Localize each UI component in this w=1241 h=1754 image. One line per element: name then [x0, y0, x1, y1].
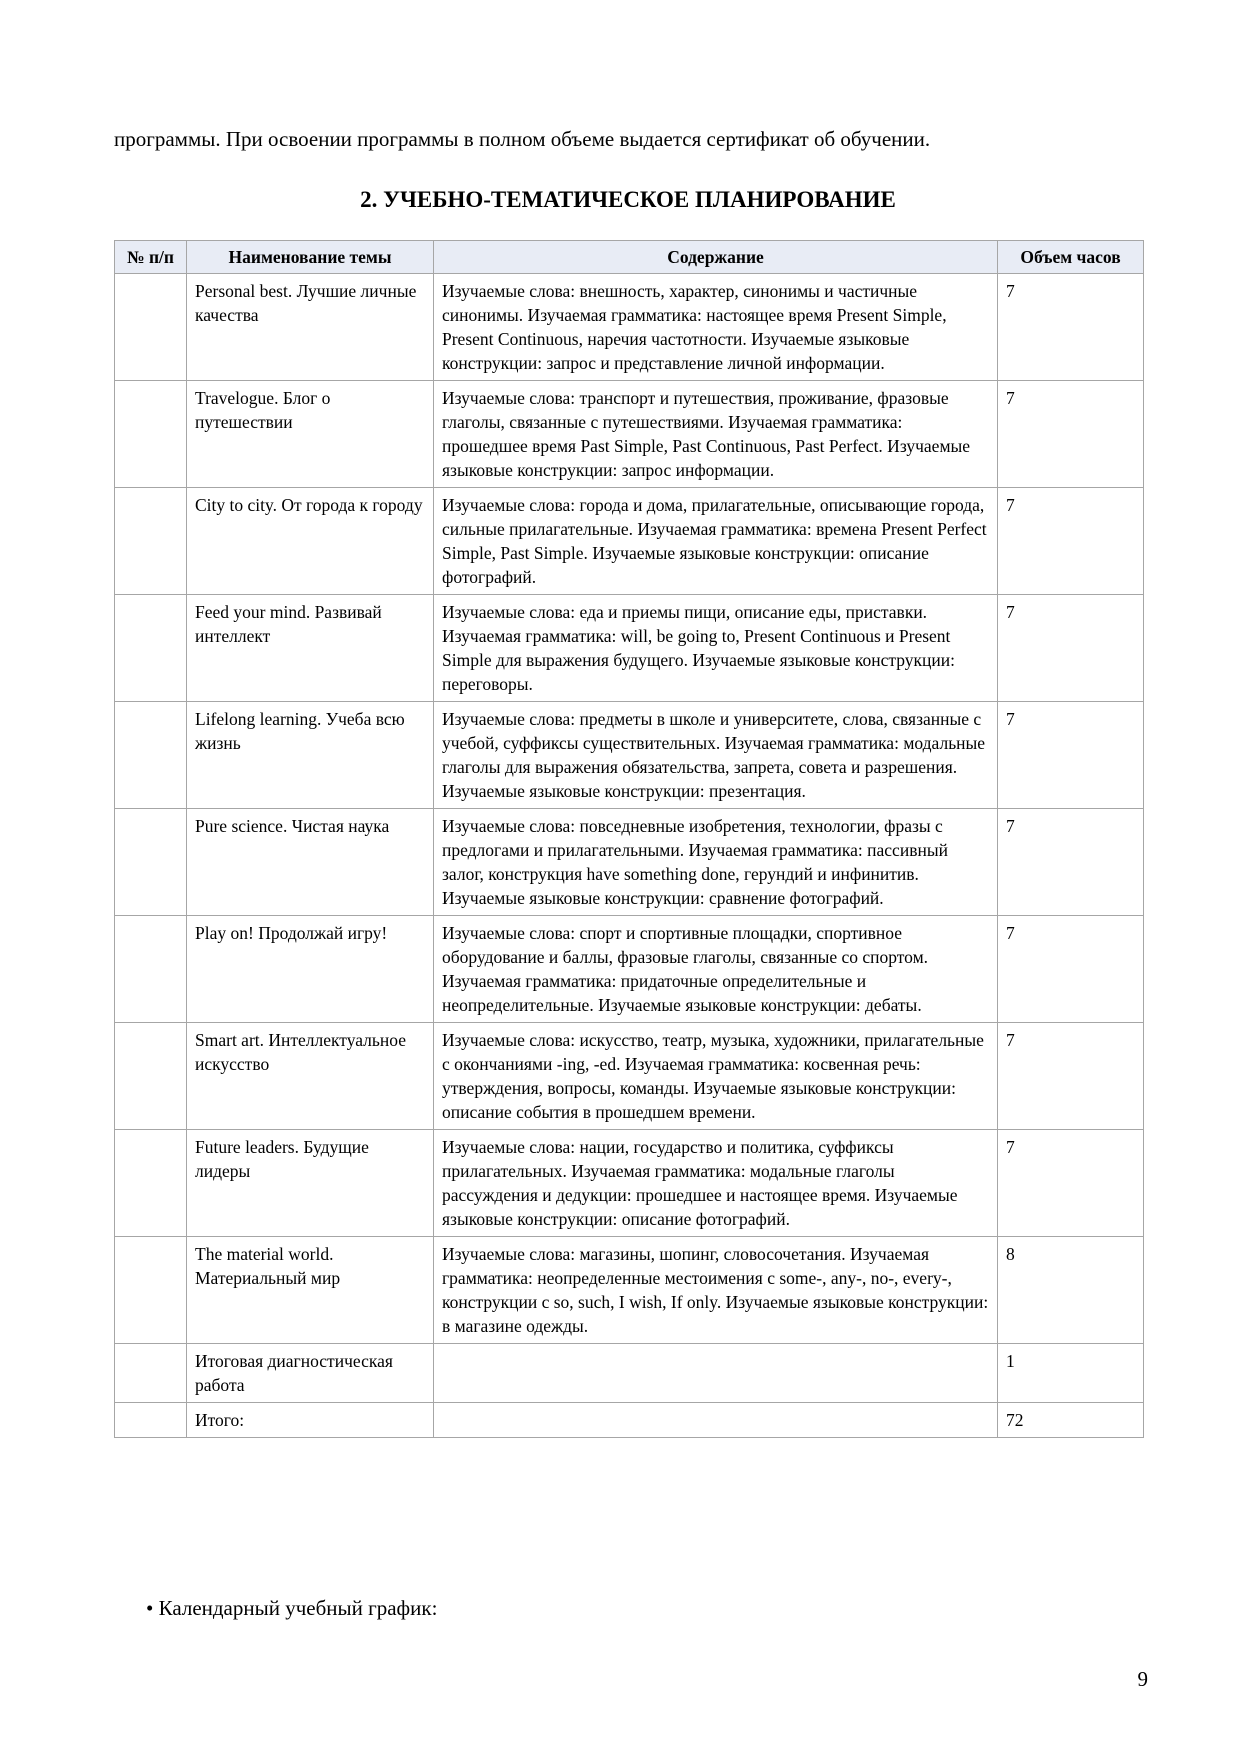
table-row: [115, 809, 1144, 916]
table-row: [115, 1344, 1144, 1403]
cell-hours: 7: [998, 488, 1144, 595]
cell-hours: 1: [998, 1344, 1144, 1403]
thematic-plan-table: [114, 240, 1144, 1438]
cell-topic: Smart art. Интеллектуальное искусство: [187, 1023, 434, 1130]
calendar-schedule-bullet: • Календарный учебный график:: [146, 1596, 438, 1620]
cell-hours: 7: [998, 1023, 1144, 1130]
cell-content: Изучаемые слова: города и дома, прилагательные, описывающие города, сильные прилагательные. Изучаемая грамматика: времена Present Perfect Simple, Past Simple. Изучаемые языковые конструкции: описание фотографий.: [434, 488, 998, 595]
cell-num: [115, 381, 187, 488]
cell-num: [115, 488, 187, 595]
cell-num: [115, 809, 187, 916]
cell-topic: Play on! Продолжай игру!: [187, 916, 434, 1023]
cell-hours: 7: [998, 702, 1144, 809]
cell-num: [115, 274, 187, 381]
cell-topic: Feed your mind. Развивай интеллект: [187, 595, 434, 702]
cell-topic: Travelogue. Блог о путешествии: [187, 381, 434, 488]
cell-topic: The material world. Материальный мир: [187, 1237, 434, 1344]
cell-num: [115, 916, 187, 1023]
cell-content: [434, 1403, 998, 1438]
cell-topic: Future leaders. Будущие лидеры: [187, 1130, 434, 1237]
cell-content: Изучаемые слова: спорт и спортивные площадки, спортивное оборудование и баллы, фразовые глаголы, связанные со спортом. Изучаемая грамматика: придаточные определительные и неопределительные. Изучаемые языковые конструкции: дебаты.: [434, 916, 998, 1023]
intro-paragraph: программы. При освоении программы в полном объеме выдается сертификат об обучении.: [114, 127, 931, 151]
header-content: Содержание: [434, 241, 998, 274]
cell-content: Изучаемые слова: нации, государство и политика, суффиксы прилагательных. Изучаемая грамматика: модальные глаголы рассуждения и дедукции: прошедшее и настоящее время. Изучаемые языковые конструкции: описание фотографий.: [434, 1130, 998, 1237]
header-num: № п/п: [115, 241, 187, 274]
cell-content: Изучаемые слова: искусство, театр, музыка, художники, прилагательные с окончаниями -ing, -ed. Изучаемая грамматика: косвенная речь: утверждения, вопросы, команды. Изучаемые языковые конструкции: описание события в прошедшем времени.: [434, 1023, 998, 1130]
cell-content: Изучаемые слова: внешность, характер, синонимы и частичные синонимы. Изучаемая грамматика: настоящее время Present Simple, Present Continuous, наречия частотности. Изучаемые языковые конструкции: запрос и представление личной информации.: [434, 274, 998, 381]
cell-hours: 72: [998, 1403, 1144, 1438]
cell-content: Изучаемые слова: магазины, шопинг, словосочетания. Изучаемая грамматика: неопределенные местоимения с some-, any-, no-, every-, конструкции с so, such, I wish, If only. Изучаемые языковые конструкции: в магазине одежды.: [434, 1237, 998, 1344]
cell-hours: 7: [998, 1130, 1144, 1237]
header-hours: Объем часов: [998, 241, 1144, 274]
table-row: [115, 488, 1144, 595]
table-header-row: [115, 241, 1144, 274]
cell-num: [115, 1237, 187, 1344]
cell-content: [434, 1344, 998, 1403]
page-number: 9: [1137, 1667, 1148, 1691]
cell-hours: 7: [998, 381, 1144, 488]
table-row: [115, 595, 1144, 702]
cell-content: Изучаемые слова: еда и приемы пищи, описание еды, приставки. Изучаемая грамматика: will, be going to, Present Continuous и Present Simple для выражения будущего. Изучаемые языковые конструкции: переговоры.: [434, 595, 998, 702]
table-row: [115, 274, 1144, 381]
cell-hours: 7: [998, 916, 1144, 1023]
cell-topic: Pure science. Чистая наука: [187, 809, 434, 916]
section-title: 2. УЧЕБНО-ТЕМАТИЧЕСКОЕ ПЛАНИРОВАНИЕ: [360, 187, 896, 212]
cell-topic: Итого:: [187, 1403, 434, 1438]
cell-hours: 7: [998, 595, 1144, 702]
cell-num: [115, 1403, 187, 1438]
table-row: [115, 1237, 1144, 1344]
cell-hours: 7: [998, 274, 1144, 381]
cell-topic: City to city. От города к городу: [187, 488, 434, 595]
cell-hours: 7: [998, 809, 1144, 916]
cell-topic: Personal best. Лучшие личные качества: [187, 274, 434, 381]
table-row: [115, 702, 1144, 809]
table-row: [115, 916, 1144, 1023]
cell-num: [115, 702, 187, 809]
cell-num: [115, 595, 187, 702]
cell-hours: 8: [998, 1237, 1144, 1344]
cell-topic: Lifelong learning. Учеба всю жизнь: [187, 702, 434, 809]
cell-content: Изучаемые слова: транспорт и путешествия, проживание, фразовые глаголы, связанные с путешествиями. Изучаемая грамматика: прошедшее время Past Simple, Past Continuous, Past Perfect. Изучаемые языковые конструкции: запрос информации.: [434, 381, 998, 488]
table-row: [115, 1130, 1144, 1237]
table-row-total: [115, 1403, 1144, 1438]
cell-content: Изучаемые слова: повседневные изобретения, технологии, фразы с предлогами и прилагательными. Изучаемая грамматика: пассивный залог, конструкция have something done, герундий и инфинитив. Изучаемые языковые конструкции: сравнение фотографий.: [434, 809, 998, 916]
header-topic: Наименование темы: [187, 241, 434, 274]
cell-topic: Итоговая диагностическая работа: [187, 1344, 434, 1403]
cell-num: [115, 1344, 187, 1403]
cell-num: [115, 1130, 187, 1237]
table-row: [115, 1023, 1144, 1130]
cell-num: [115, 1023, 187, 1130]
table-row: [115, 381, 1144, 488]
cell-content: Изучаемые слова: предметы в школе и университете, слова, связанные с учебой, суффиксы существительных. Изучаемая грамматика: модальные глаголы для выражения обязательства, запрета, совета и разрешения. Изучаемые языковые конструкции: презентация.: [434, 702, 998, 809]
